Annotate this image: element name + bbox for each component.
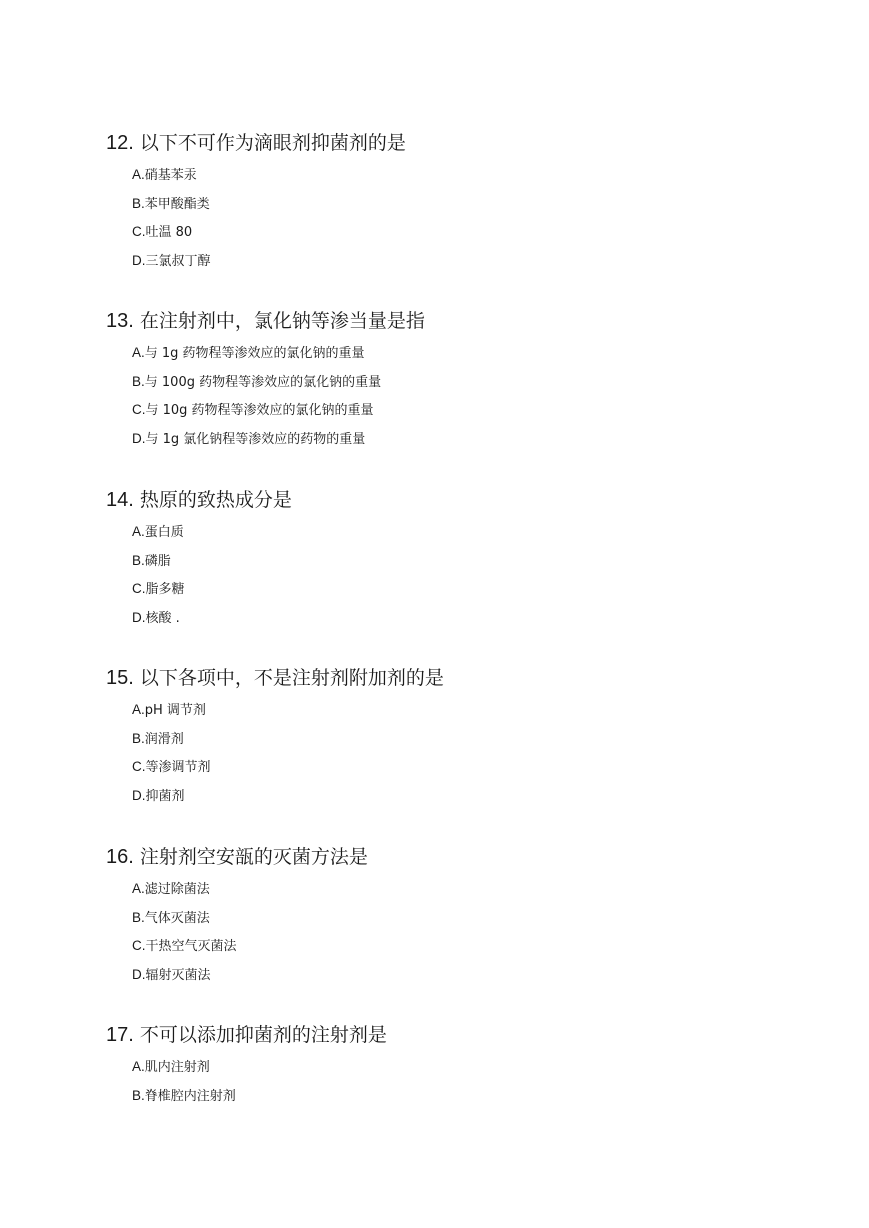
option-letter: D. xyxy=(132,609,146,625)
option-text: 与 100g 药物程等渗效应的氯化钠的重量 xyxy=(144,374,382,390)
option-text: 磷脂 xyxy=(144,553,171,569)
option-b xyxy=(132,196,806,212)
question-title xyxy=(106,131,806,155)
option-c xyxy=(132,581,806,597)
option-letter: A. xyxy=(132,1059,145,1074)
question-16 xyxy=(106,845,806,995)
question-title xyxy=(106,309,806,333)
option-letter: B. xyxy=(132,909,145,925)
option-text: 润滑剂 xyxy=(144,731,184,747)
option-text: 苯甲酸酯类 xyxy=(144,196,210,212)
option-a xyxy=(132,881,806,897)
question-title xyxy=(106,1023,806,1047)
option-letter: C. xyxy=(132,581,146,596)
option-text: 辐射灭菌法 xyxy=(145,967,211,983)
question-number: 12. xyxy=(106,132,134,154)
option-letter: D. xyxy=(132,252,146,268)
option-letter: B. xyxy=(132,552,145,568)
option-text: 与 1g 药物程等渗效应的氯化钠的重量 xyxy=(144,346,365,361)
option-letter: B. xyxy=(132,730,145,746)
option-letter: C. xyxy=(132,759,146,774)
option-letter: B. xyxy=(132,195,145,211)
option-text: 硝基苯汞 xyxy=(144,168,197,183)
option-d xyxy=(132,788,806,804)
option-text: 等渗调节剂 xyxy=(145,760,211,775)
option-text: 与 1g 氯化钠程等渗效应的药物的重量 xyxy=(145,431,366,447)
option-list xyxy=(106,345,806,447)
question-number: 15. xyxy=(106,667,134,689)
option-letter: D. xyxy=(132,430,146,446)
question-text: 以下各项中，不是注射剂附加剂的是 xyxy=(139,667,444,689)
question-text: 以下不可作为滴眼剂抑菌剂的是 xyxy=(139,132,406,154)
option-a xyxy=(132,167,806,183)
option-text: pH 调节剂 xyxy=(144,703,206,718)
option-c xyxy=(132,938,806,954)
option-letter: B. xyxy=(132,1087,145,1103)
question-text: 注射剂空安瓿的灭菌方法是 xyxy=(139,846,368,868)
option-b xyxy=(132,731,806,747)
option-letter: C. xyxy=(132,938,146,953)
option-c xyxy=(132,402,806,418)
option-text: 三氯叔丁醇 xyxy=(145,253,211,269)
option-letter: D. xyxy=(132,787,146,803)
option-letter: C. xyxy=(132,402,146,417)
option-list xyxy=(106,524,806,626)
option-text: 脊椎腔内注射剂 xyxy=(144,1088,236,1104)
question-text: 在注射剂中，氯化钠等渗当量是指 xyxy=(139,310,425,332)
option-b xyxy=(132,910,806,926)
option-letter: A. xyxy=(132,167,145,182)
question-number: 14. xyxy=(106,489,134,511)
question-13 xyxy=(106,309,806,459)
option-a xyxy=(132,345,806,361)
option-text: 蛋白质 xyxy=(144,525,184,540)
option-text: 干热空气灭菌法 xyxy=(145,939,237,954)
option-letter: A. xyxy=(132,345,145,360)
question-title xyxy=(106,488,806,512)
option-letter: D. xyxy=(132,966,146,982)
option-letter: A. xyxy=(132,881,145,896)
option-text: 气体灭菌法 xyxy=(144,910,210,926)
option-text: 抑菌剂 xyxy=(145,788,185,804)
option-letter: A. xyxy=(132,524,145,539)
option-b xyxy=(132,553,806,569)
question-number: 17. xyxy=(106,1024,134,1046)
option-list xyxy=(106,702,806,804)
option-letter: C. xyxy=(132,224,146,239)
option-text: 肌内注射剂 xyxy=(144,1060,210,1075)
option-d xyxy=(132,253,806,269)
option-letter: A. xyxy=(132,702,145,717)
option-list xyxy=(106,881,806,983)
question-12 xyxy=(106,131,806,281)
question-title xyxy=(106,666,806,690)
question-number: 16. xyxy=(106,846,134,868)
question-text: 不可以添加抑菌剂的注射剂是 xyxy=(139,1024,387,1046)
option-d xyxy=(132,610,806,626)
option-text: 脂多糖 xyxy=(145,582,185,597)
option-d xyxy=(132,967,806,983)
option-a xyxy=(132,702,806,718)
option-a xyxy=(132,1059,806,1075)
option-text: 核酸 . xyxy=(145,610,180,626)
option-b xyxy=(132,374,806,390)
option-text: 吐温 80 xyxy=(145,225,193,240)
question-17 xyxy=(106,1023,806,1116)
option-letter: B. xyxy=(132,373,145,389)
option-list xyxy=(106,1059,806,1104)
option-c xyxy=(132,224,806,240)
option-text: 滤过除菌法 xyxy=(144,882,210,897)
question-title xyxy=(106,845,806,869)
question-number: 13. xyxy=(106,310,134,332)
option-a xyxy=(132,524,806,540)
option-b xyxy=(132,1088,806,1104)
question-15 xyxy=(106,666,806,816)
option-d xyxy=(132,431,806,447)
option-c xyxy=(132,759,806,775)
question-14 xyxy=(106,488,806,638)
option-text: 与 10g 药物程等渗效应的氯化钠的重量 xyxy=(145,403,374,418)
option-list xyxy=(106,167,806,269)
question-text: 热原的致热成分是 xyxy=(139,489,292,511)
